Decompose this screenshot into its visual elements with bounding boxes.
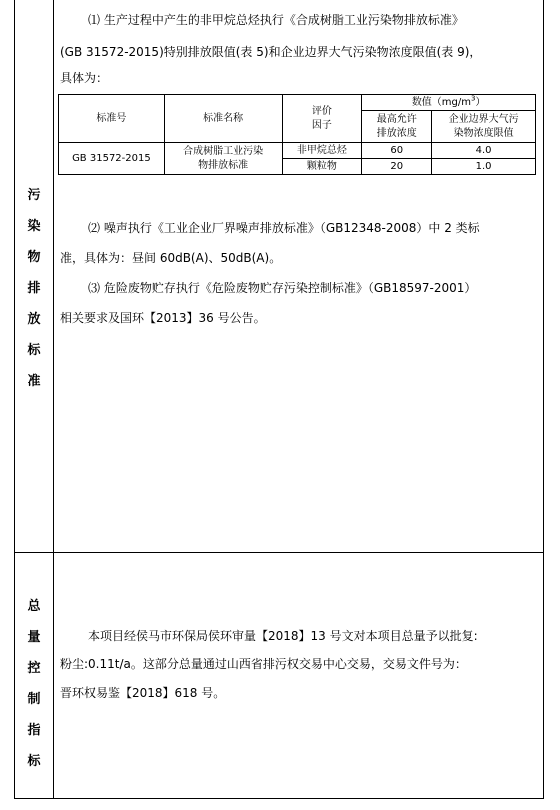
side-char: 指	[27, 723, 41, 738]
header-max-line2: 排放浓度	[376, 127, 417, 139]
side-char: 排	[27, 281, 41, 296]
side-label-total-control	[15, 591, 53, 777]
side-char: 放	[27, 312, 41, 327]
para1-line3: 具体为：	[60, 71, 109, 85]
total-control-line1: 本项目经侯马市环保局侯环审量【2018】13 号文对本项目总量予以批复:	[88, 629, 478, 643]
side-char: 准	[27, 374, 41, 389]
para1-line1: ⑴ 生产过程中产生的非甲烷总烃执行《合成树脂工业污染物排放标准》	[88, 13, 464, 27]
para1-line2: (GB 31572-2015)特别排放限值(表 5)和企业边界大气污染物浓度限值(表 9)，	[60, 45, 482, 59]
header-boundary-limit	[432, 111, 536, 143]
header-standard-name: 标准名称	[164, 95, 282, 143]
cell-max: 20	[362, 159, 432, 175]
table-header-row	[59, 95, 536, 111]
header-value	[362, 95, 536, 111]
header-factor-line2: 因子	[311, 119, 332, 131]
para2-line2: 准，具体为：昼间 60dB(A)、50dB(A)。	[60, 251, 282, 265]
side-char: 量	[27, 630, 41, 645]
side-char: 总	[27, 599, 41, 614]
column-divider	[53, 0, 54, 798]
total-control-line2: 粉尘:0.11t/a。这部分总量通过山西省排污权交易中心交易，交易文件号为：	[60, 657, 467, 671]
header-value-sup: 3	[471, 94, 476, 103]
header-factor-line1: 评价	[311, 105, 332, 117]
cell-factor: 颗粒物	[282, 159, 362, 175]
para3-line1: ⑶ 危险废物贮存执行《危险废物贮存污染控制标准》（GB18597-2001）	[88, 281, 477, 295]
side-char: 标	[27, 754, 41, 769]
emission-limit-table	[58, 94, 536, 175]
header-factor	[282, 95, 362, 143]
side-char: 标	[27, 343, 41, 358]
header-boundary-line1: 企业边界大气污	[448, 113, 519, 125]
cell-standard-name	[164, 143, 282, 175]
side-label-pollutant-standard	[15, 180, 53, 397]
side-char: 物	[27, 250, 41, 265]
para3-line2: 相关要求及国环【2013】36 号公告。	[60, 311, 266, 325]
header-max-concentration	[362, 111, 432, 143]
total-control-line3: 晋环权易鉴【2018】618 号。	[60, 686, 226, 700]
side-char: 染	[27, 219, 41, 234]
header-standard-number: 标准号	[59, 95, 165, 143]
header-boundary-line2: 染物浓度限值	[453, 127, 514, 139]
side-char: 污	[27, 188, 41, 203]
cell-standard-name-line1: 合成树脂工业污染	[183, 145, 264, 157]
side-char: 制	[27, 692, 41, 707]
cell-boundary: 4.0	[432, 143, 536, 159]
cell-standard-number: GB 31572-2015	[59, 143, 165, 175]
table-row	[59, 143, 536, 159]
section-divider	[15, 552, 543, 553]
header-value-close: ）	[475, 96, 486, 108]
header-value-text: 数值（mg/m	[411, 96, 472, 108]
cell-standard-name-line2: 物排放标准	[198, 159, 249, 171]
side-char: 控	[27, 661, 41, 676]
cell-factor: 非甲烷总烃	[282, 143, 362, 159]
cell-boundary: 1.0	[432, 159, 536, 175]
header-max-line1: 最高允许	[376, 113, 417, 125]
cell-max: 60	[362, 143, 432, 159]
para2-line1: ⑵ 噪声执行《工业企业厂界噪声排放标准》（GB12348-2008）中 2 类标	[88, 221, 480, 235]
